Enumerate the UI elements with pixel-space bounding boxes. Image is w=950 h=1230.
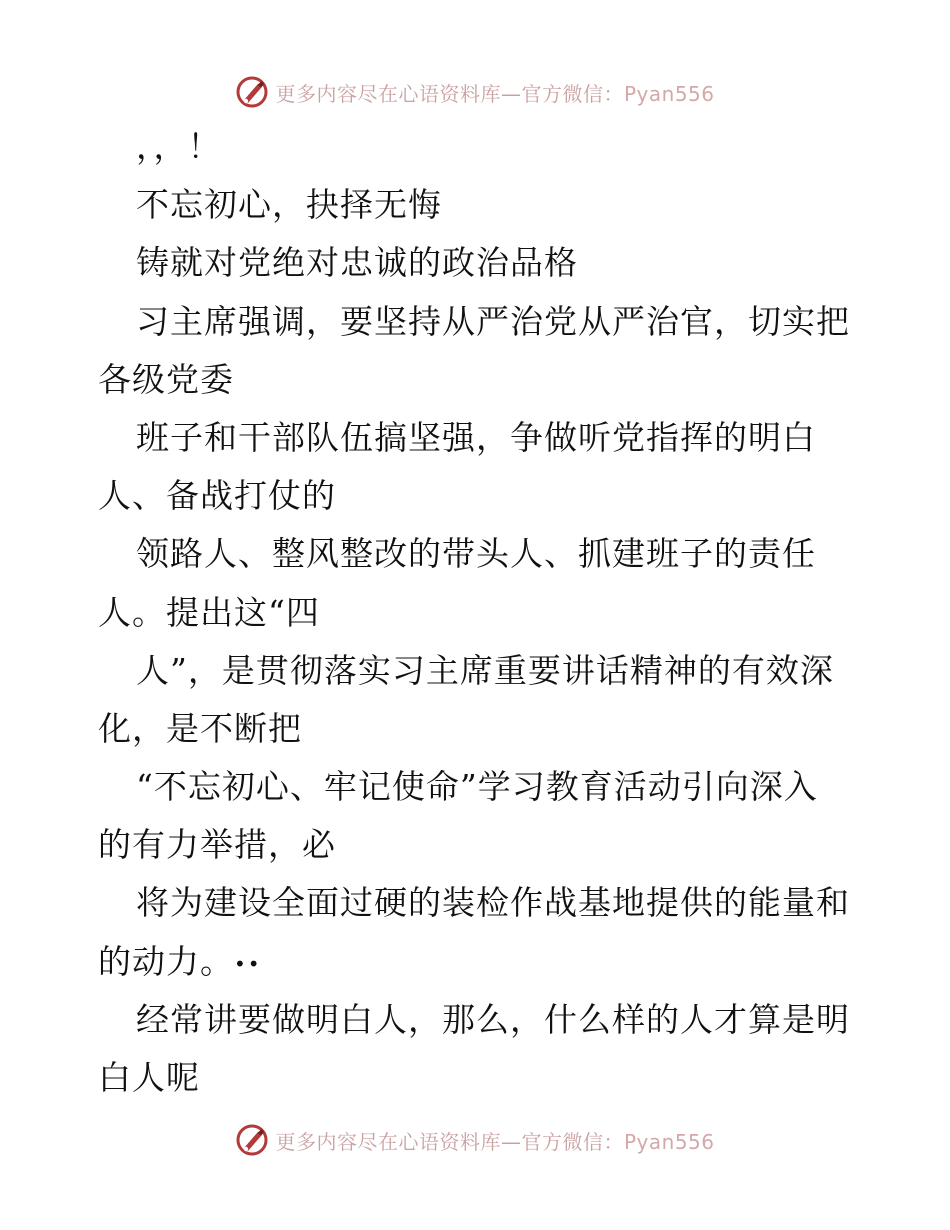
text-line: “不忘初心、牢记使命”学习教育活动引向深入	[136, 767, 818, 807]
text-line: 经常讲要做明白人，那么，什么样的人才算是明	[136, 999, 850, 1039]
text-line: 人。提出这“四	[98, 592, 320, 632]
header-watermark	[0, 70, 950, 114]
dots-marker: ••	[234, 951, 262, 976]
text-line: 的有力举措，必	[98, 825, 336, 865]
heading-line: 不忘初心，抉择无悔	[136, 185, 442, 225]
text-line: 化，是不断把	[98, 708, 302, 748]
footer-watermark	[0, 1118, 950, 1162]
watermark-id: Pyan556	[623, 1129, 715, 1154]
heading-line: 铸就对党绝对忠诚的政治品格	[136, 243, 578, 283]
text-fragment: 的动力。	[98, 941, 234, 981]
watermark-text: 更多内容尽在心语资料库—官方微信：Pyan556	[275, 81, 715, 106]
text-line: ，，！	[136, 127, 222, 166]
text-line: 各级党委	[98, 359, 234, 399]
text-line: 领路人、整风整改的带头人、抓建班子的责任	[136, 534, 816, 574]
watermark-text: 更多内容尽在心语资料库—官方微信：Pyan556	[275, 1129, 715, 1154]
pen-logo-icon	[235, 75, 269, 109]
text-line	[98, 933, 858, 991]
text-line: 班子和干部队伍搞坚强，争做听党指挥的明白	[136, 417, 816, 457]
text-line: 将为建设全面过硬的装检作战基地提供的能量和	[136, 883, 850, 923]
text-line: 人、备战打仗的	[98, 476, 336, 516]
pen-logo-icon	[235, 1123, 269, 1157]
watermark-id: Pyan556	[623, 81, 715, 106]
text-line: 白人呢	[98, 1058, 200, 1097]
text-line: 人”，是贯彻落实习主席重要讲话精神的有效深	[136, 650, 834, 690]
document-body	[98, 118, 858, 1107]
text-line: 习主席强调，要坚持从严治党从严治官，切实把	[136, 301, 850, 341]
